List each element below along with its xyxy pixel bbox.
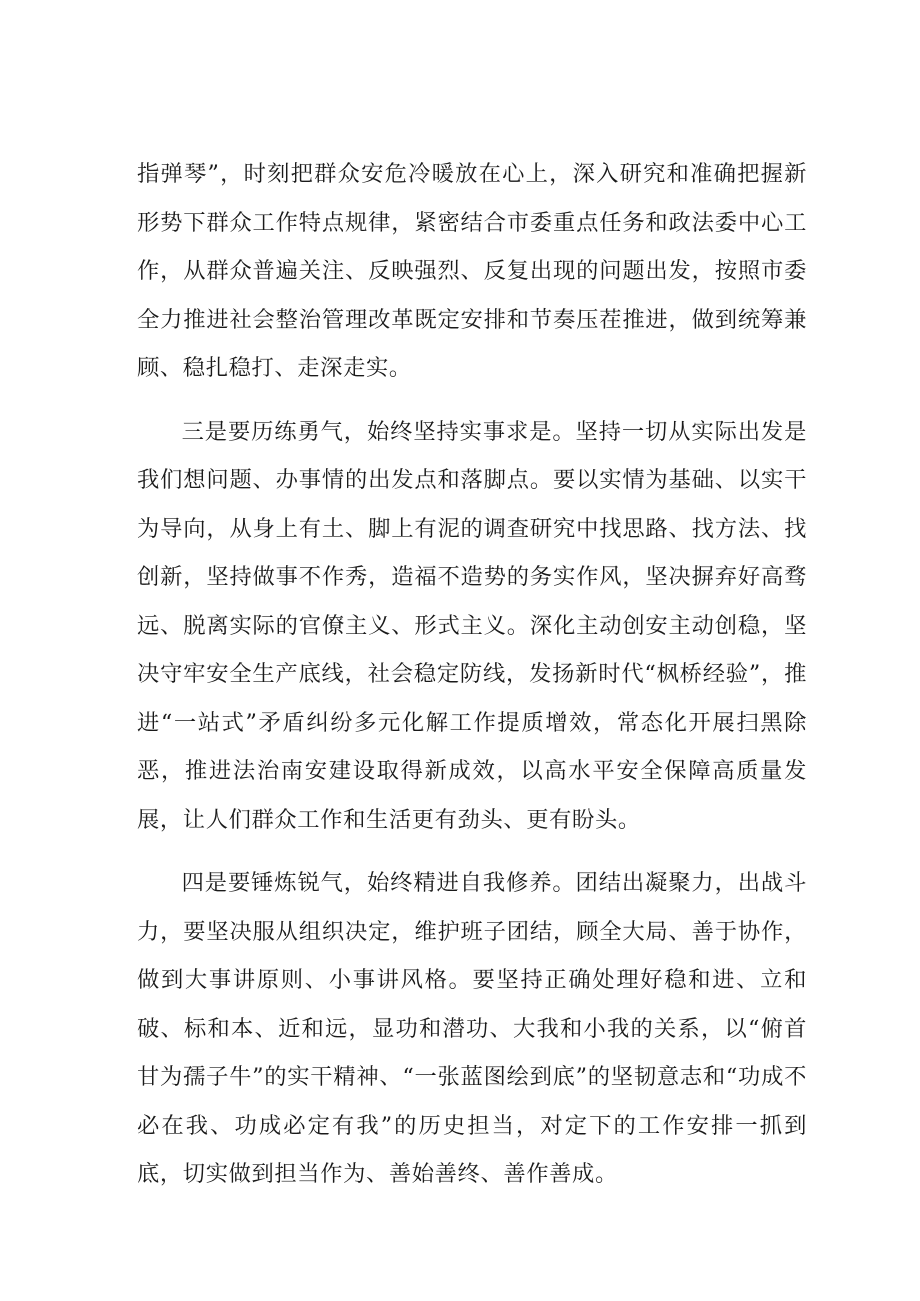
document-page: [137, 150, 807, 1214]
paragraph-continuation: 指弹琴”，时刻把群众安危冷暖放在心上，深入研究和准确把握新形势下群众工作特点规律，紧密结合市委重点任务和政法委中心工作，从群众普遍关注、反映强烈、反复出现的问题出发，按照市委全力推进社会整治管理改革既定安排和节奏压茬推进，做到统筹兼顾、稳扎稳打、走深走实。: [137, 161, 807, 381]
paragraph-point-three: 三是要历练勇气，始终坚持实事求是。坚持一切从实际出发是我们想问题、办事情的出发点和落脚点。要以实情为基础、以实干为导向，从身上有土、脚上有泥的调查研究中找思路、找方法、找创新，坚持做事不作秀，造福不造势的务实作风，坚决摒弃好高骛远、脱离实际的官僚主义、形式主义。深化主动创安主动创稳，坚决守牢安全生产底线，社会稳定防线，发扬新时代“枫桥经验”，推进“一站式”矛盾纠纷多元化解工作提质增效，常态化开展扫黑除恶，推进法治南安建设取得新成效，以高水平安全保障高质量发展，让人们群众工作和生活更有劲头、更有盼头。: [137, 418, 807, 833]
paragraph-point-four: 四是要锤炼锐气，始终精进自我修养。团结出凝聚力，出战斗力，要坚决服从组织决定，维护班子团结，顾全大局、善于协作，做到大事讲原则、小事讲风格。要坚持正确处理好稳和进、立和破、标和本、近和远，显功和潜功、大我和小我的关系，以“俯首甘为孺子牛”的实干精神、“一张蓝图绘到底”的坚韧意志和“功成不必在我、功成必定有我”的历史担当，对定下的工作安排一抓到底，切实做到担当作为、善始善终、善作善成。: [137, 870, 807, 1187]
